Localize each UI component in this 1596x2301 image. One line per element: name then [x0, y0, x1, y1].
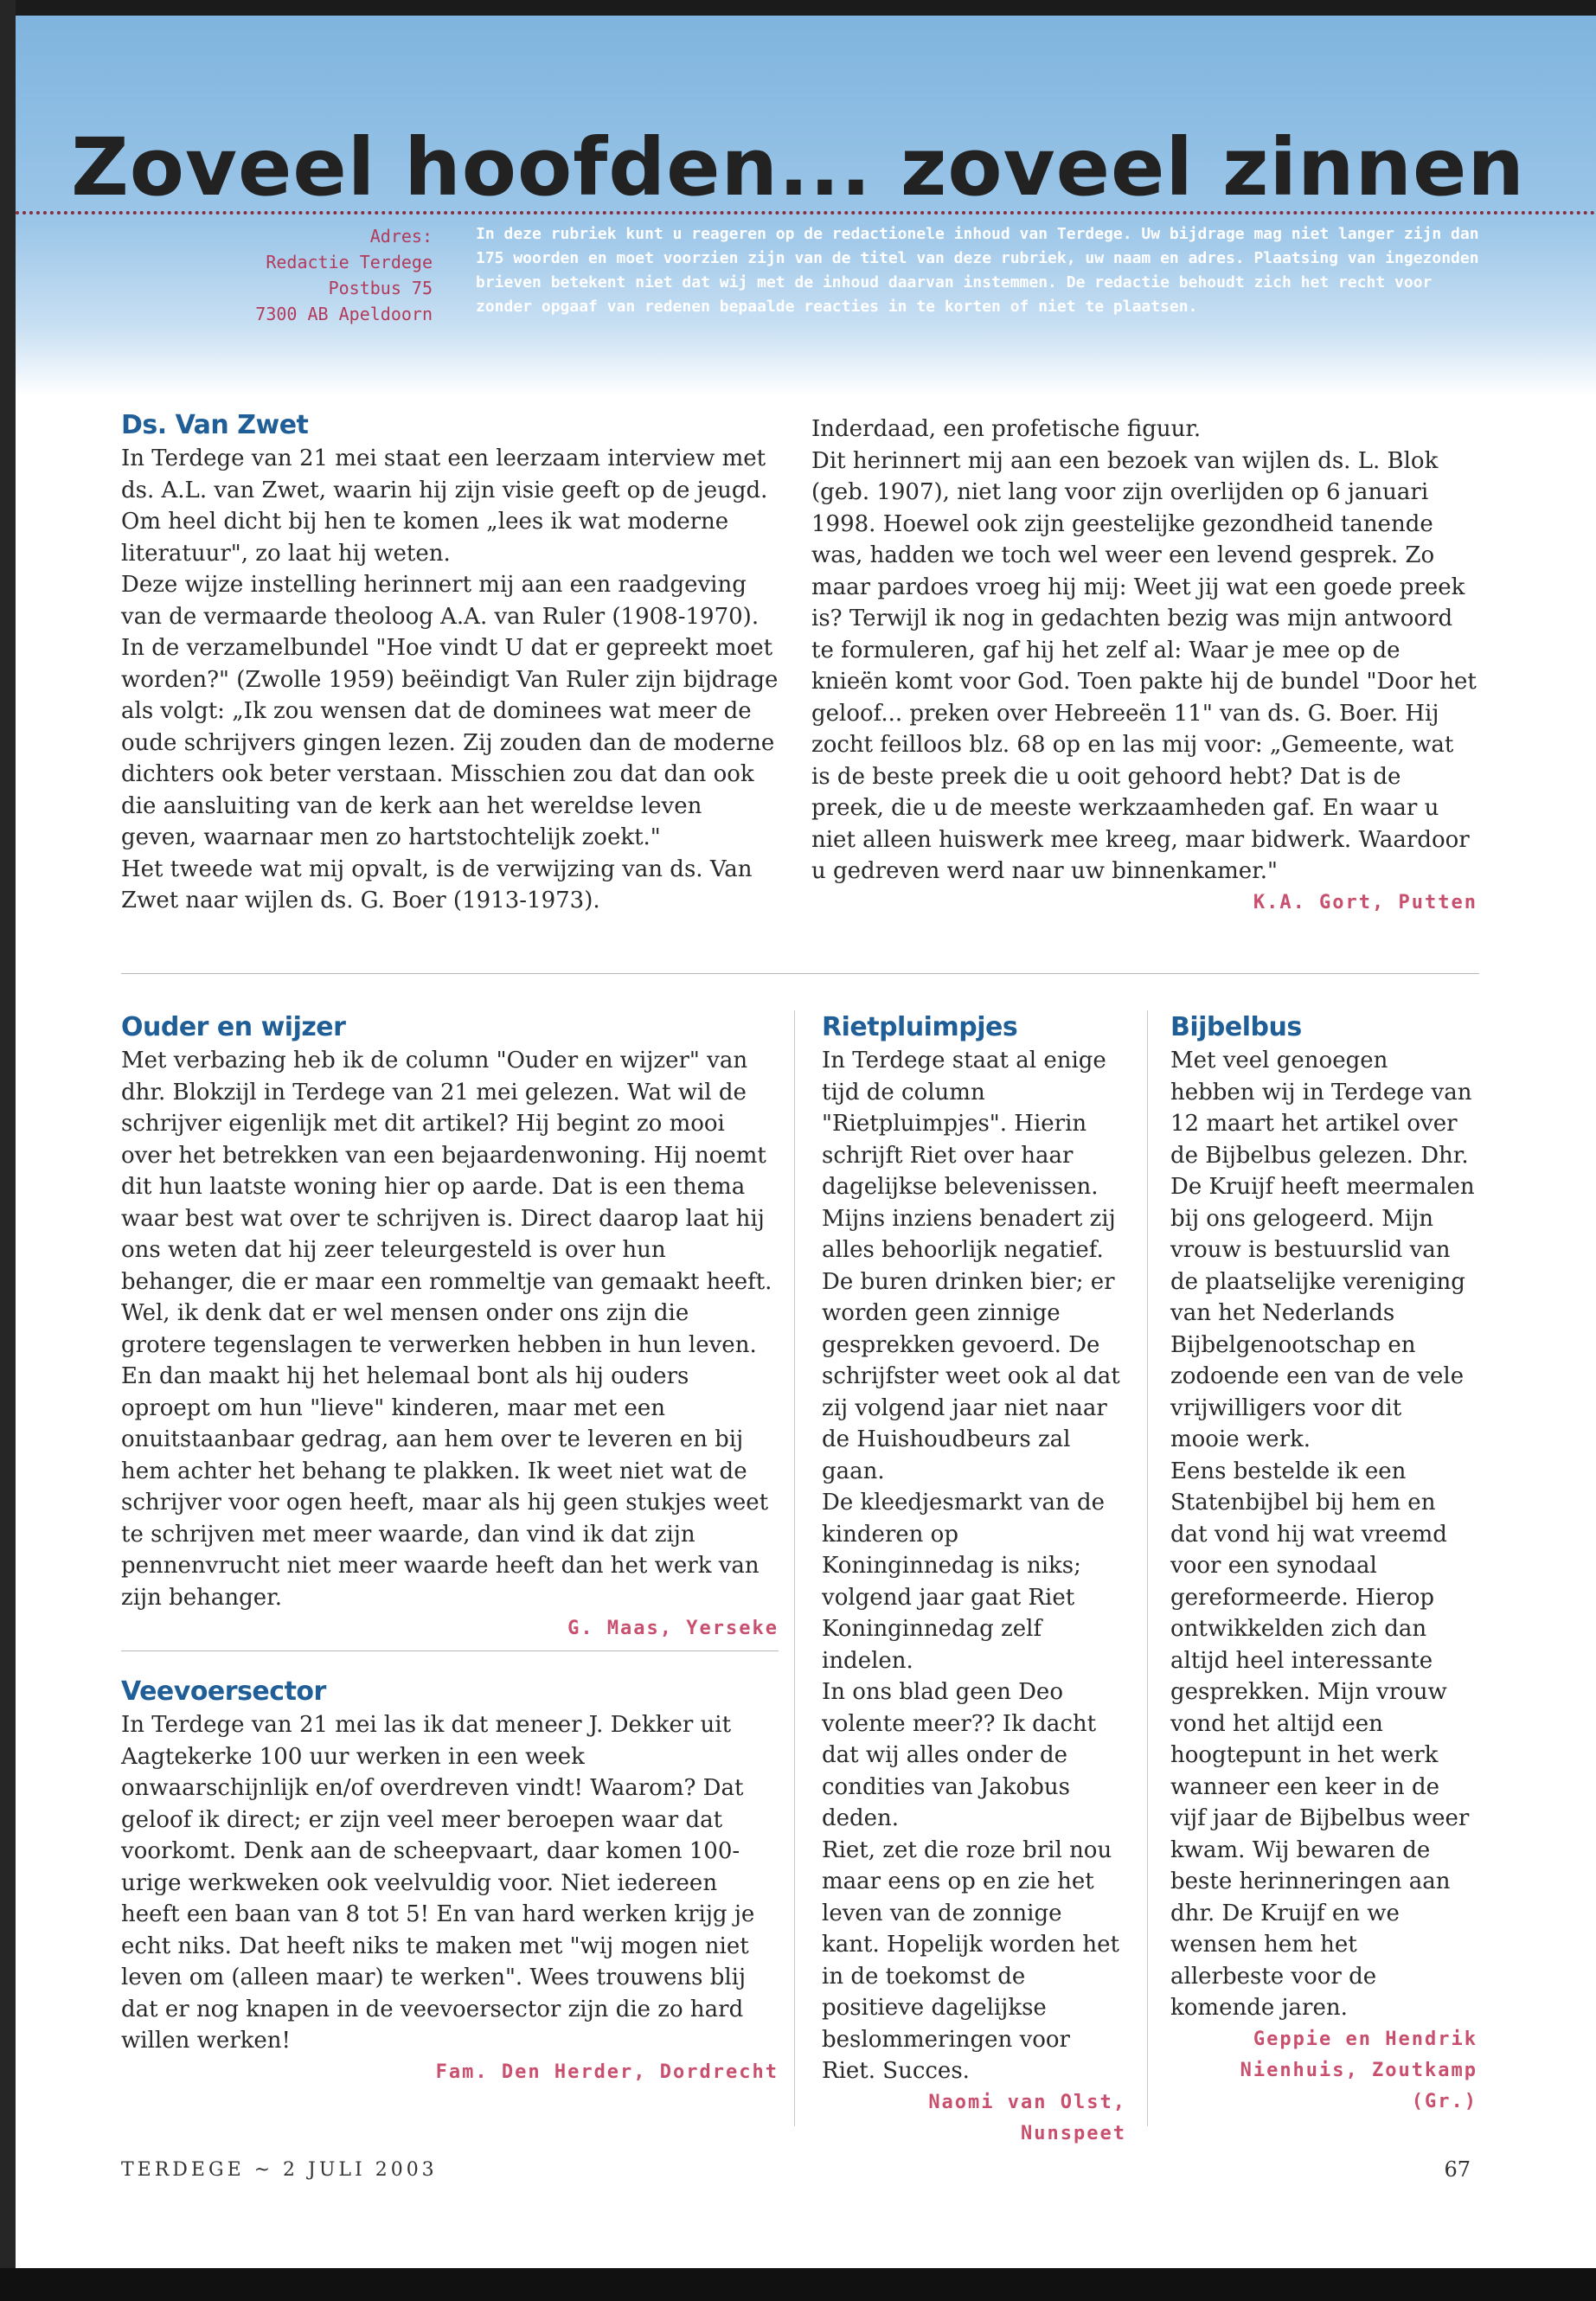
letter-ouder — [121, 1010, 779, 1644]
letter-paragraph: Eens bestelde ik een Statenbijbel bij hem en dat vond hij wat vreemd voor een synodaal gereformeerde. Hierop ontwikkelden zich dan altijd heel interessante gesprekken. Mijn vrouw vond het altijd een hoogtepunt in het werk wanneer een keer in de vijf jaar de Bijbelbus weer kwam. Wij bewaren de beste herinneringen aan dhr. De Kruijf en we wensen hem het allerbeste voor de komende jaren. — [1170, 1458, 1470, 2021]
address-line: Postbus 75 — [328, 278, 433, 298]
letter-paragraph: Deze wijze instelling herinnert mij aan een raadgeving van de vermaarde theoloog A.A. van Ruler (1908-1970). In de verzamelbundel "Hoe vindt U dat er gepreekt moet worden?" (Zwolle 1959) beëindigt Van Ruler zijn bijdrage als volgt: „Ik zou wensen dat de dominees wat meer de oude schrijvers gingen lezen. Zij zouden dan de moderne dichters ook beter verstaan. Misschien zou dat dan ook die aansluiting van de kerk aan het wereldse leven geven, waarnaar men zo hartstochtelijk zoekt." — [121, 572, 779, 850]
letter-signature: Fam. Den Herder, Dordrecht — [435, 2061, 779, 2083]
address-label: Adres: — [369, 226, 433, 247]
section-divider — [121, 973, 1479, 974]
letter-title: Ouder en wijzer — [121, 1012, 346, 1042]
letter-signature: G. Maas, Yerseke — [567, 1618, 779, 1639]
letter-title: Rietpluimpjes — [822, 1012, 1018, 1042]
rubric-intro: In deze rubriek kunt u reageren op de redactionele inhoud van Terdege. Uw bijdrage mag niet langer zijn dan 175 woorden en moet voorzien zijn van de titel van deze rubriek, uw naam en adres. Plaatsing van ingezonden brieven betekent niet dat wij met de inhoud daarvan instemmen. De redactie behoudt zich het recht voor zonder opgaaf van redenen bepaalde reacties in te korten of niet te plaatsen. — [476, 225, 1479, 316]
column-rule — [794, 1010, 795, 2126]
letter-riet — [822, 1010, 1126, 2150]
letter-paragraph: In Terdege van 21 mei staat een leerzaam interview met ds. A.L. van Zwet, waarin hij zijn visie geeft op de jeugd. Om heel dicht bij hen te komen „lees ik wat moderne literatuur", zo laat hij weten. — [121, 445, 768, 567]
letter-signature: K.A. Gort, Putten — [1253, 891, 1477, 913]
letter-signature: Geppie en Hendrik Nienhuis, Zoutkamp (Gr.) — [1240, 2028, 1477, 2112]
scan-border-left — [0, 0, 16, 2301]
letter-paragraph: De kleedjesmarkt van de kinderen op Koninginnedag is niks; volgend jaar gaat Riet Koninginnedag zelf indelen. — [822, 1490, 1106, 1674]
page-title: Zoveel hoofden... zoveel zinnen — [71, 121, 1525, 214]
letter-paragraph: Inderdaad, een profetische figuur. — [811, 416, 1202, 442]
letter-zwet-right — [811, 413, 1477, 919]
letter-paragraph: Riet, zet die roze bril nou maar eens op en zie het leven van de zonnige kant. Hopelijk worden het in de toekomst de positieve dagelijkse beslommeringen voor Riet. Succes. — [822, 1836, 1120, 2084]
scan-border-top — [0, 0, 1596, 16]
letter-title: Bijbelbus — [1170, 1012, 1302, 1042]
dotted-divider — [16, 211, 1596, 215]
letter-paragraph: Met veel genoegen hebben wij in Terdege van 12 maart het artikel over de Bijbelbus gelezen. Dhr. De Kruijf heeft meermalen bij ons gelogeerd. Mijn vrouw is bestuurslid van de plaatselijke vereniging van het Nederlands Bijbelgenootschap en zodoende een van de vele vrijwilligers voor dit mooie werk. — [1170, 1048, 1475, 1452]
address-line: 7300 AB Apeldoorn — [255, 304, 433, 324]
letter-signature: Naomi van Olst, Nunspeet — [928, 2091, 1126, 2144]
address-line: Redactie Terdege — [266, 252, 433, 272]
editorial-address — [173, 223, 433, 327]
letter-veevoer — [121, 1675, 779, 2088]
footer-issue: TERDEGE ~ 2 JULI 2003 — [121, 2159, 438, 2181]
letter-bijbel — [1170, 1010, 1477, 2118]
letter-title: Veevoersector — [121, 1676, 326, 1707]
letter-divider — [121, 1650, 779, 1651]
column-rule — [1147, 1010, 1148, 2126]
letter-paragraph: In Terdege staat al enige tijd de column "Rietpluimpjes". Hierin schrijft Riet over haar dagelijkse belevenissen. Mijns inziens benadert zij alles behoorlijk negatief. De buren drinken bier; er worden geen zinnige gesprekken gevoerd. De schrijfster weet ook al dat zij volgend jaar niet naar de Huishoudbeurs zal gaan. — [822, 1048, 1120, 1484]
letter-paragraph: In ons blad geen Deo volente meer?? Ik dacht dat wij alles onder de condities van Jakobus deden. — [822, 1679, 1097, 1831]
scan-border-bottom — [0, 2268, 1596, 2301]
letter-paragraph: Het tweede wat mij opvalt, is de verwijzing van ds. Van Zwet naar wijlen ds. G. Boer (1913-1973). — [121, 856, 753, 913]
letter-title: Ds. Van Zwet — [121, 410, 309, 440]
letter-body: In Terdege van 21 mei las ik dat meneer J. Dekker uit Aagtekerke 100 uur werken in een week onwaarschijnlijk en/of overdreven vindt! Waarom? Dat geloof ik direct; er zijn veel meer beroepen waar dat voorkomt. Denk aan de scheepvaart, daar komen 100-urige werkweken ook veelvuldig voor. Niet iedereen heeft een baan van 8 tot 5! En van hard werken krijg je echt niks. Dat heeft niks te maken met "wij mogen niet leven om (alleen maar) te werken". Wees trouwens blij dat er nog knapen in de veevoersector zijn die zo hard willen werken! — [121, 1712, 755, 2054]
page-number: 67 — [1444, 2157, 1471, 2182]
letter-body: Met verbazing heb ik de column "Ouder en wijzer" van dhr. Blokzijl in Terdege van 21 mei gelezen. Wat wil de schrijver eigenlijk met dit artikel? Hij begint zo mooi over het betrekken van een bejaardenwoning. Hij noemt dit hun laatste woning hier op aarde. Dat is een thema waar best wat over te schrijven is. Direct daarop laat hij ons weten dat hij zeer teleurgesteld is over hun behanger, die er maar een rommeltje van gemaakt heeft. Wel, ik denk dat er wel mensen onder ons zijn die grotere tegenslagen te verwerken hebben in hun leven. En dan maakt hij het helemaal bont als hij ouders oproept om hun "lieve" kinderen, maar met een onuitstaanbaar gedrag, aan hem over te leveren en bij hem achter het behang te plakken. Ik weet niet wat de schrijver voor ogen heeft, maar als hij geen stukjes weet te schrijven met meer waarde, dan vind ik dat zijn pennenvrucht niet meer waarde heeft dan het werk van zijn behanger. — [121, 1048, 772, 1611]
letter-paragraph: Dit herinnert mij aan een bezoek van wijlen ds. L. Blok (geb. 1907), niet lang voor zijn overlijden op 6 januari 1998. Hoewel ook zijn geestelijke gezondheid tanende was, hadden we toch wel weer een levend gesprek. Zo maar pardoes vroeg hij mij: Weet jij wat een goede preek is? Terwijl ik nog in gedachten bezig was mijn antwoord te formuleren, gaf hij het zelf al: Waar je mee op de knieën komt voor God. Toen pakte hij de bundel "Door het geloof... preken over Hebreeën 11" van ds. G. Boer. Hij zocht feilloos blz. 68 op en las mij voor: „Gemeente, wat is de beste preek die u ooit gehoord hebt? Dat is de preek, die u de meeste werkzaamheden gaf. En waar u niet alleen huiswerk mee kreeg, maar bidwerk. Waardoor u gedreven werd naar uw binnenkamer." — [811, 447, 1477, 884]
letter-zwet-left — [121, 408, 779, 917]
